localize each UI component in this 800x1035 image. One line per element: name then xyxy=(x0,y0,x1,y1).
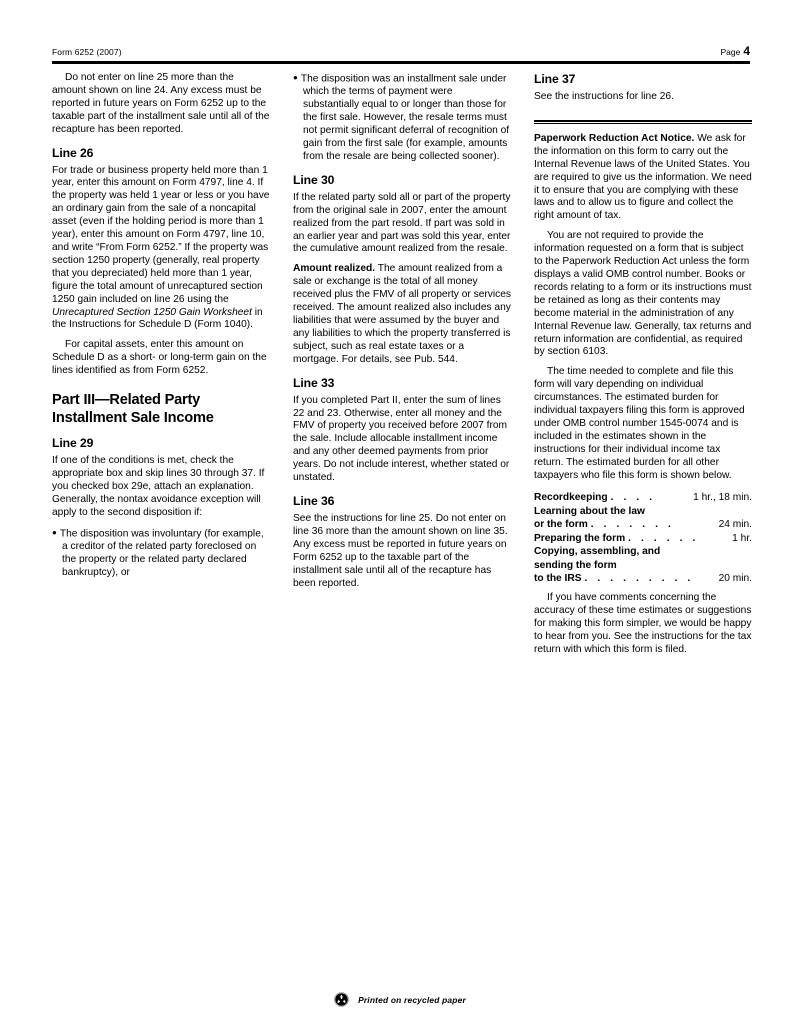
bullet-installment-sale xyxy=(293,72,511,164)
page-footer xyxy=(0,992,800,1007)
heading-line-30: Line 30 xyxy=(293,172,335,187)
bullet-installment-text: The disposition was an installment sale under which the terms of payment were substantially equal to or longer than those for the first sale. However, the resale terms must not permit significant deferral of recognition of gain from the first sale (for example, amounts from the resale are being collected sooner). xyxy=(300,73,510,162)
paragraph-line36: See the instructions for line 25. Do not enter on line 36 more than the amount shown on line 35. Any excess must be reported in future years on Form 6252 up to the taxable part of the installment sale until all of the recapture has been reported. xyxy=(293,512,508,589)
paragraph-line33: If you completed Part II, enter the sum of lines 22 and 23. Otherwise, enter all money and the FMV of property you received before 2007 from the sale. Include allocable installment income and any other deemed payments from prior years. Do not include interest, whether stated or unstated. xyxy=(293,394,510,484)
amount-realized-text: The amount realized from a sale or exchange is the total of all money received plus the FMV of all property or services received. The amount realized also includes any liabilities that were assumed by the buyer and any liabilities to which the property transferred is subject, such as real estate taxes or a mortgage. For details, see Pub. 544. xyxy=(293,263,511,365)
column-left xyxy=(52,72,270,664)
worksheet-title-italic: Unrecaptured Section 1250 Gain Worksheet xyxy=(52,306,252,318)
footer-recycled-text: Printed on recycled paper xyxy=(358,994,466,1005)
notice-text-1: We ask for the information on this form to carry out the Internal Revenue laws of the United States. You are required to give us the information. We need it to ensure that you are complying with these laws and to allow us to figure and collect the right amount of tax. xyxy=(534,132,752,222)
burden-label-copying-line3: to the IRS xyxy=(534,572,582,584)
paragraph-line37: See the instructions for line 26. xyxy=(534,91,674,102)
line26-text-part1: For trade or business property held more than 1 year, enter this amount on Form 4797, line 4. If the property was held 1 year or less or you have an ordinary gain from the sale of a noncapital asset (even if the holding period is more than 1 year), enter this amount on Form 4797, line 10, and write “From Form 6252.” If the property was section 1250 property (generally, real property that you depreciated) held more than 1 year, figure the total amount of unrecaptured section 1250 gain included on line 26 using the xyxy=(52,164,270,305)
paragraph-notice-3: The time needed to complete and file this form will vary depending on individual circumstances. The estimated burden for individual taxpayers filing this form is approved under OMB control number 1545-0074 and is included in the estimates shown in the instructions for their individual income tax return. The estimated burden for all other taxpayers who file this form is shown below. xyxy=(534,366,745,481)
burden-value-copying: 20 min. xyxy=(718,572,752,584)
heading-line-29: Line 29 xyxy=(52,436,94,451)
header-divider xyxy=(52,61,750,64)
paragraph-line26-b: For capital assets, enter this amount on Schedule D as a short- or long-term gain on the lines identified as from Form 6252. xyxy=(52,339,267,377)
dot-leader: . . . . . . . . . xyxy=(584,572,694,584)
column-middle xyxy=(293,72,511,664)
burden-estimate-table xyxy=(534,491,752,585)
heading-line-37: Line 37 xyxy=(534,72,576,86)
form-identifier: Form 6252 (2007) xyxy=(52,47,122,57)
three-column-body xyxy=(52,72,752,664)
paragraph-amount-realized xyxy=(293,263,511,366)
burden-label-learning-line1: Learning about the law xyxy=(534,505,645,517)
paragraph-line26-a xyxy=(52,165,270,333)
burden-row-learning xyxy=(534,518,752,531)
notice-divider xyxy=(534,120,752,124)
heading-part-3: Part III—Related Party Installment Sale Income xyxy=(52,392,214,426)
heading-line-33: Line 33 xyxy=(293,375,335,390)
burden-label-copying-line1: Copying, assembling, and xyxy=(534,546,661,558)
bullet-dot-icon: ● xyxy=(52,527,57,537)
line26-text-part2: in the Instructions for Schedule D (Form 1040). xyxy=(52,306,263,331)
burden-value-recordkeeping: 1 hr., 18 min. xyxy=(693,492,752,504)
bullet-dot-icon: ● xyxy=(293,73,298,82)
page-word: Page xyxy=(720,47,741,57)
burden-value-preparing: 1 hr. xyxy=(732,532,752,544)
page-header xyxy=(52,44,750,58)
heading-line-26: Line 26 xyxy=(52,145,94,160)
burden-row-preparing xyxy=(534,532,752,545)
dot-leader: . . . . xyxy=(610,492,656,504)
burden-row-copying xyxy=(534,572,752,585)
burden-label-copying-line2: sending the form xyxy=(534,559,617,571)
burden-value-learning: 24 min. xyxy=(718,519,752,531)
paragraph-line30: If the related party sold all or part of the property from the original sale in 2007, enter the amount realized from the part resold. If part was sold in an earlier year and part was sold this year, enter the cumulative amount realized from the resale. xyxy=(293,191,511,255)
burden-row-recordkeeping xyxy=(534,491,752,504)
dot-leader: . . . . . . xyxy=(628,532,699,544)
paragraph-notice-2: You are not required to provide the information requested on a form that is subject to the Paperwork Reduction Act unless the form displays a valid OMB control number. Books or records relating to a form or its instructions must be retained as long as their contents may become material in the administration of any Internal Revenue law. Generally, tax returns and return information are confidential, as required by section 6103. xyxy=(534,230,752,358)
heading-line-36: Line 36 xyxy=(293,493,335,508)
burden-label-recordkeeping: Recordkeeping xyxy=(534,492,608,504)
page-number-label xyxy=(720,44,750,58)
runin-amount-realized: Amount realized. xyxy=(293,263,376,275)
recycle-icon xyxy=(334,992,349,1007)
bullet-involuntary-text: The disposition was involuntary (for example, a creditor of the related party foreclosed on the property or the related party declared bankruptcy), or xyxy=(59,528,264,578)
bullet-involuntary-disposition xyxy=(52,527,270,580)
paragraph-comments: If you have comments concerning the accuracy of these time estimates or suggestions for making this form simpler, we would be happy to hear from you. See the instructions for the tax return with which this form is filed. xyxy=(534,592,752,655)
burden-label-learning-line2: or the form xyxy=(534,519,588,531)
page-number: 4 xyxy=(743,44,750,58)
paragraph-line29: If one of the conditions is met, check the appropriate box and skip lines 30 through 37. If you checked box 29e, attach an explanation. Generally, the nontax avoidance exception will apply to the second disposition if: xyxy=(52,455,265,518)
runin-paperwork-notice: Paperwork Reduction Act Notice. xyxy=(534,132,695,144)
paragraph-line25: Do not enter on line 25 more than the amount shown on line 24. Any excess must be reported in future years on Form 6252 up to the taxable part of the installment sale until all of the recapture has been reported. xyxy=(52,72,270,135)
column-right xyxy=(534,72,752,664)
burden-label-preparing: Preparing the form xyxy=(534,532,626,544)
paragraph-notice-1 xyxy=(534,133,752,223)
dot-leader: . . . . . . . xyxy=(590,519,675,531)
